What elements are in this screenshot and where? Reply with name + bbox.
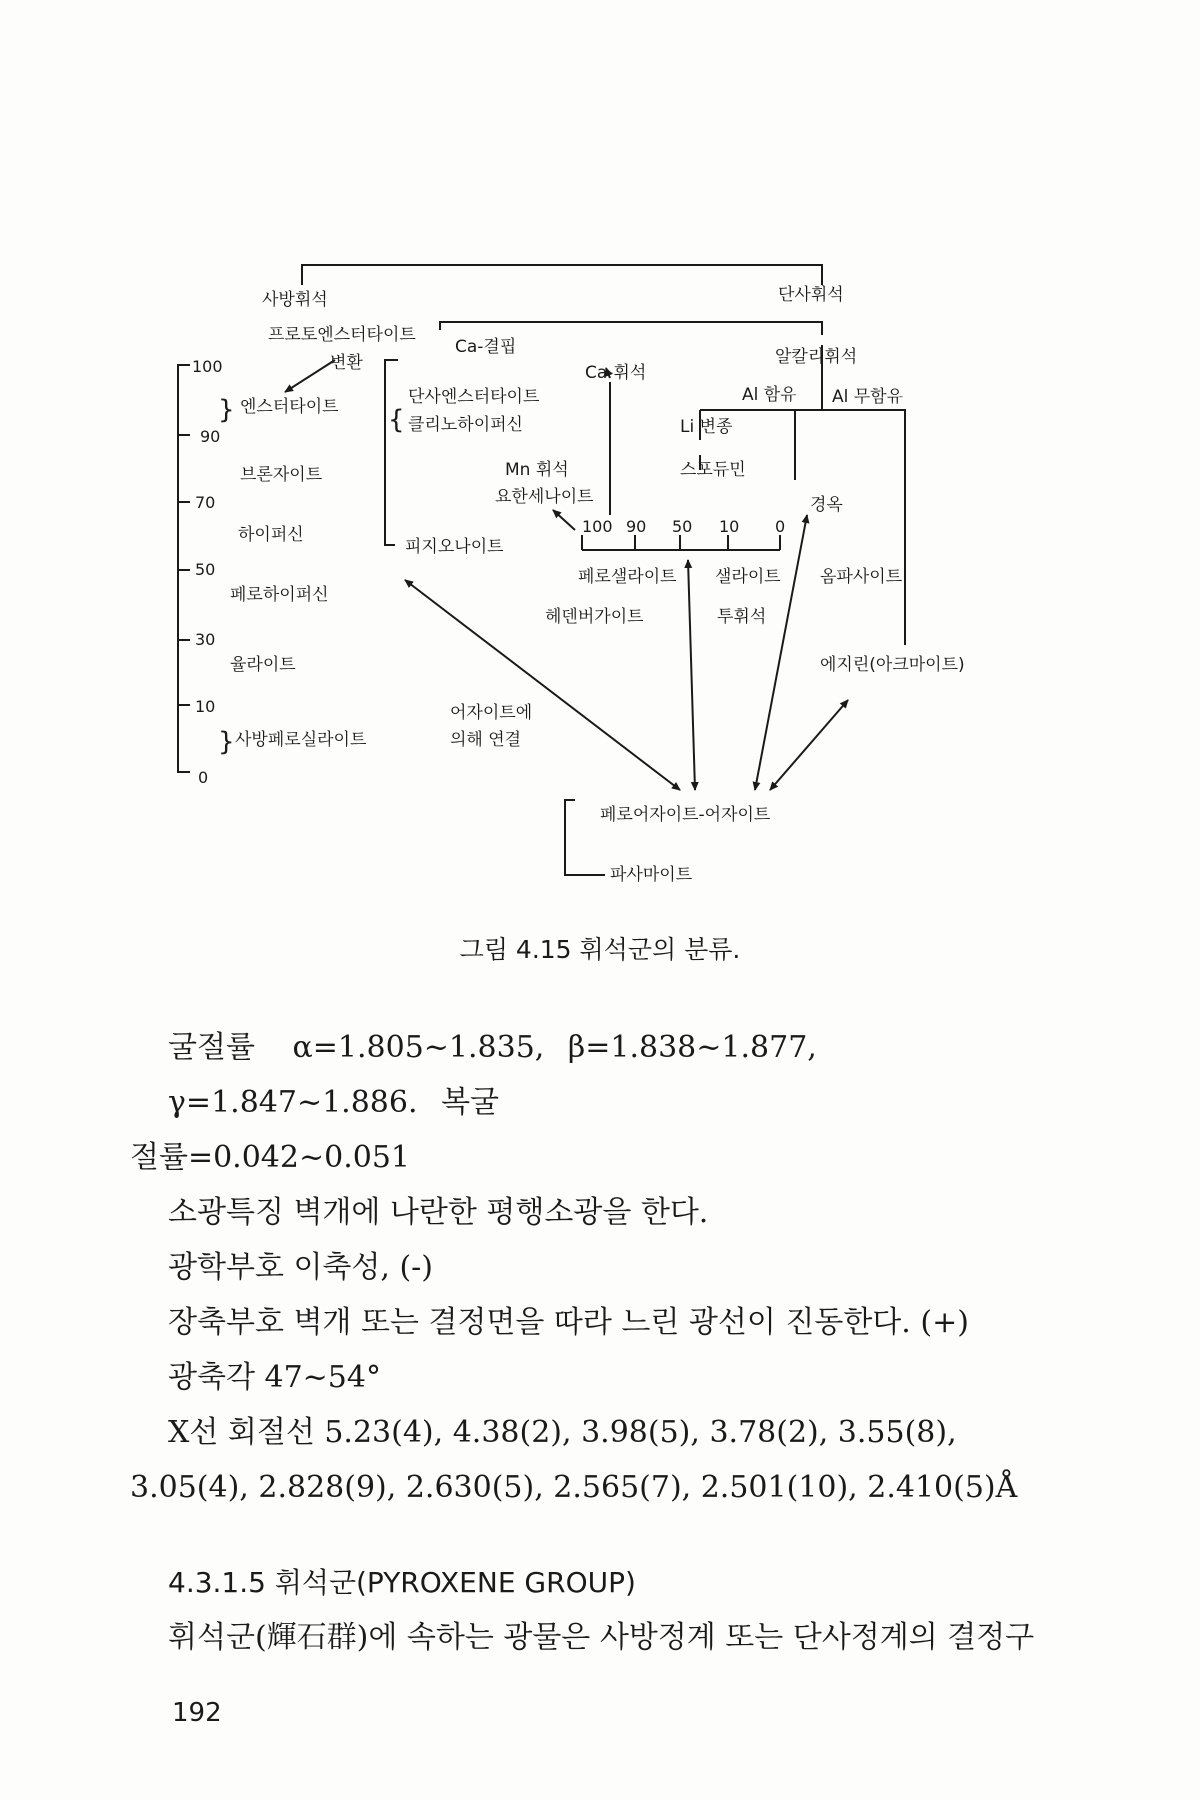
- scale-left-0: 0: [198, 768, 209, 787]
- label-protoenstatite: 프로토엔스터타이트: [268, 325, 416, 345]
- label-linked-by-augite-2: 의해 연결: [450, 730, 522, 750]
- label-li-variety: Li 변종: [680, 417, 733, 437]
- page-number: 192: [172, 1698, 222, 1728]
- scale-left-90: 90: [200, 427, 221, 446]
- label-spodumene: 스포듀민: [680, 460, 746, 480]
- label-clinoenstatite: 단사엔스터타이트: [408, 387, 540, 407]
- label-eulite: 율라이트: [230, 655, 296, 675]
- pyroxene-intro-line: 휘석군(輝石群)에 속하는 광물은 사방정계 또는 단사정계의 결정구: [168, 1620, 1035, 1655]
- birefringence-line: 절률=0.042~0.051: [130, 1140, 411, 1175]
- label-ferroaugite-augite: 페로어자이트-어자이트: [600, 805, 771, 825]
- scale-left-10: 10: [195, 697, 216, 716]
- scale-left-70: 70: [195, 493, 216, 512]
- label-jadeite: 경옥: [810, 495, 843, 515]
- label-johannsenite: 요한세나이트: [495, 487, 594, 507]
- birefringence-label-start: 복굴: [441, 1085, 500, 1120]
- label-aegirine: 에지린(아크마이트): [820, 655, 965, 675]
- beta-value: β=1.838~1.877,: [567, 1030, 817, 1065]
- label-alkali-pyroxene: 알칼리휘석: [775, 347, 858, 367]
- label-pigeonite: 피지오나이트: [405, 537, 504, 557]
- elongation-line: 장축부호 벽개 또는 결정면을 따라 느린 광선이 진동한다. (+): [168, 1305, 969, 1340]
- scale-left-50: 50: [195, 560, 216, 579]
- refractive-index-label: 굴절률: [168, 1030, 255, 1065]
- label-orthopyroxene: 사방휘석: [262, 290, 328, 310]
- brace-orthoferrosilite: }: [218, 727, 235, 757]
- label-al-free: Al 무함유: [832, 387, 904, 407]
- label-bronzite: 브론자이트: [240, 465, 323, 485]
- label-ferrohypersthene: 페로하이퍼신: [230, 585, 329, 605]
- label-diopside: 투휘석: [717, 607, 767, 627]
- label-hypersthene: 하이퍼신: [238, 525, 304, 545]
- body-text: [130, 1020, 1040, 1665]
- scale-ca-50: 50: [672, 517, 693, 536]
- brace-enstatite: }: [218, 395, 235, 425]
- label-enstatite: 엔스터타이트: [240, 397, 339, 417]
- label-hedenbergite: 헤덴버가이트: [545, 607, 644, 627]
- scale-left-30: 30: [195, 630, 216, 649]
- scale-ca-0: 0: [775, 517, 786, 536]
- label-fassaite: 파사마이트: [610, 865, 693, 885]
- label-clinopyroxene: 단사휘석: [778, 285, 844, 305]
- label-mn-pyroxene: Mn 휘석: [505, 460, 569, 480]
- label-clinohypersthene: 클리노하이퍼신: [408, 415, 523, 435]
- alpha-value: α=1.805~1.835,: [292, 1030, 545, 1065]
- label-ca-deficient: Ca-결핍: [455, 337, 517, 357]
- scale-ca-100: 100: [582, 517, 613, 536]
- label-linked-by-augite-1: 어자이트에: [450, 703, 533, 723]
- section-heading: 4.3.1.5 휘석군(PYROXENE GROUP): [168, 1566, 636, 1599]
- scale-left-100: 100: [192, 357, 223, 376]
- optic-angle-line: 광축각 47~54°: [168, 1360, 381, 1395]
- scale-ca-90: 90: [626, 517, 647, 536]
- label-ca-pyroxene: Ca-휘석: [585, 363, 647, 383]
- label-ferrosalite: 페로샐라이트: [578, 567, 677, 587]
- label-omphacite: 옴파사이트: [820, 567, 903, 587]
- refractive-index-line: [160, 1020, 1040, 1130]
- gamma-value: γ=1.847~1.886.: [168, 1085, 418, 1120]
- label-al-bearing: Al 함유: [742, 385, 797, 405]
- brace-clino: {: [388, 405, 405, 435]
- scale-ca-10: 10: [719, 517, 740, 536]
- label-orthoferrosilite: 사방페로실라이트: [235, 730, 367, 750]
- label-transformation: 변환: [330, 353, 363, 373]
- xray-line-2: 3.05(4), 2.828(9), 2.630(5), 2.565(7), 2.501(10), 2.410(5)Å: [130, 1470, 1018, 1505]
- xray-line-1: X선 회절선 5.23(4), 4.38(2), 3.98(5), 3.78(2), 3.55(8),: [168, 1415, 957, 1450]
- label-salite: 샐라이트: [715, 567, 781, 587]
- extinction-line: 소광특징 벽개에 나란한 평행소광을 한다.: [168, 1195, 709, 1230]
- optic-sign-line: 광학부호 이축성, (-): [168, 1250, 434, 1285]
- figure-caption: 그림 4.15 휘석군의 분류.: [459, 935, 741, 964]
